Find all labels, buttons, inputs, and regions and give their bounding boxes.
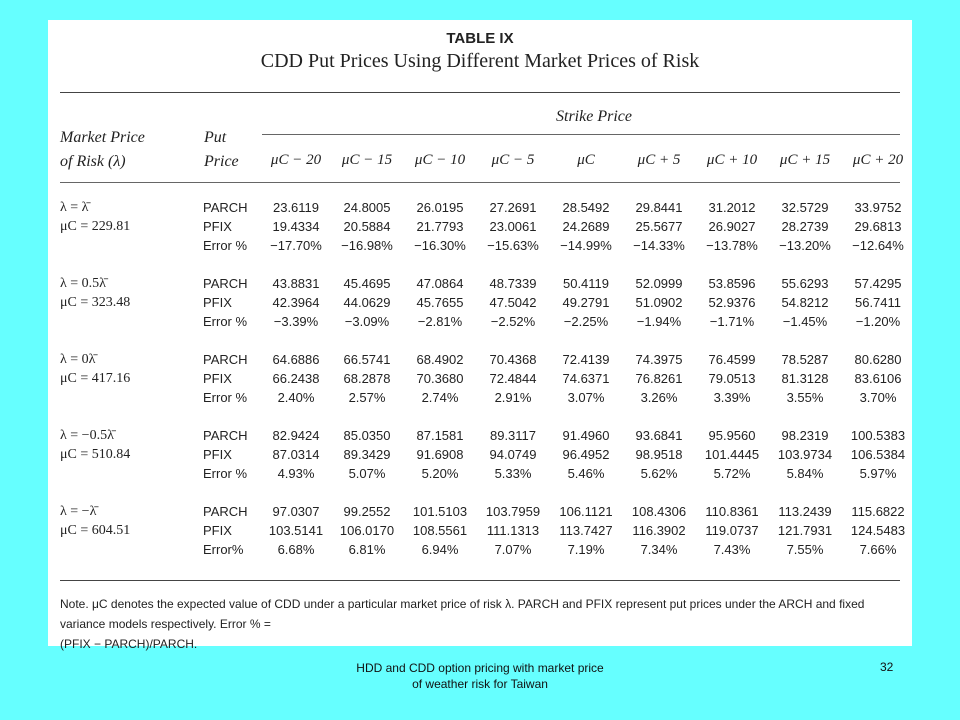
table-cell: 72.4139: [562, 352, 610, 367]
footer-line-1: HDD and CDD option pricing with market price: [356, 661, 604, 675]
row-label: PFIX: [203, 295, 232, 310]
note-line-2: (PFIX − PARCH)/PARCH.: [60, 637, 198, 651]
column-header: μC − 10: [414, 152, 466, 168]
table-cell: 87.1581: [416, 428, 464, 443]
table-cell: 49.2791: [562, 295, 610, 310]
slide-footer: [330, 660, 630, 692]
table-cell: −14.33%: [633, 238, 685, 253]
table-cell: 5.62%: [640, 466, 678, 481]
table-cell: 47.0864: [416, 276, 464, 291]
table-cell: 27.2691: [489, 200, 537, 215]
table-cell: 5.72%: [713, 466, 751, 481]
table-cell: 99.2552: [343, 504, 391, 519]
table-cell: 97.0307: [272, 504, 320, 519]
table-cell: 87.0314: [272, 447, 320, 462]
table-cell: 3.55%: [786, 390, 824, 405]
table-cell: 51.0902: [635, 295, 683, 310]
table-cell: 100.5383: [850, 428, 906, 443]
table-cell: 23.0061: [489, 219, 537, 234]
footer-line-2: of weather risk for Taiwan: [412, 677, 548, 691]
table-cell: 76.8261: [635, 371, 683, 386]
table-cell: 6.94%: [421, 542, 459, 557]
row-label: PARCH: [203, 276, 248, 291]
row-label: PFIX: [203, 371, 232, 386]
table-cell: 89.3117: [489, 428, 537, 443]
table-cell: 5.84%: [786, 466, 824, 481]
row-label: PARCH: [203, 428, 248, 443]
table-note: [60, 594, 900, 654]
mu-label: μC = 229.81: [60, 219, 131, 234]
table-cell: −15.63%: [487, 238, 539, 253]
table-cell: 50.4119: [562, 276, 610, 291]
table-cell: 108.5561: [412, 523, 468, 538]
table-cell: 5.33%: [494, 466, 532, 481]
table-cell: 3.70%: [859, 390, 897, 405]
table-number: TABLE IX: [446, 30, 514, 47]
header-market-price-line1: Market Price: [60, 129, 145, 146]
table-cell: 119.0737: [705, 523, 759, 538]
table-cell: 113.2439: [778, 504, 832, 519]
table-cell: 70.4368: [489, 352, 537, 367]
page-number: 32: [880, 660, 894, 674]
table-cell: 110.8361: [705, 504, 759, 519]
table-cell: 81.3128: [781, 371, 829, 386]
table-cell: 124.5483: [850, 523, 906, 538]
top-rule: [60, 92, 900, 93]
table-cell: 25.5677: [635, 219, 683, 234]
table-cell: 74.6371: [562, 371, 610, 386]
table-caption: CDD Put Prices Using Different Market Prices of Risk: [260, 50, 700, 72]
table-cell: 52.9376: [708, 295, 756, 310]
row-label: PFIX: [203, 447, 232, 462]
column-header: μC − 15: [341, 152, 393, 168]
strike-price-header: Strike Price: [556, 108, 632, 125]
table-cell: 103.9734: [777, 447, 833, 462]
table-cell: 96.4952: [562, 447, 610, 462]
table-cell: 42.3964: [272, 295, 320, 310]
table-cell: 32.5729: [781, 200, 829, 215]
table-cell: 79.0513: [708, 371, 756, 386]
header-put-price: [204, 126, 239, 174]
table-cell: −1.94%: [636, 314, 682, 329]
mu-label: μC = 604.51: [60, 523, 131, 538]
table-cell: 85.0350: [343, 428, 391, 443]
table-cell: 47.5042: [489, 295, 537, 310]
header-rule: [60, 182, 900, 183]
table-cell: 74.3975: [635, 352, 683, 367]
mu-label: μC = 417.16: [60, 371, 131, 386]
table-cell: 26.9027: [708, 219, 756, 234]
table-cell: 44.0629: [343, 295, 391, 310]
table-cell: 106.0170: [339, 523, 395, 538]
lambda-label: λ = −0.5λ̄: [60, 428, 114, 443]
table-cell: 66.2438: [272, 371, 320, 386]
column-header: μC: [577, 152, 595, 168]
table-cell: 52.0999: [635, 276, 683, 291]
table-cell: 93.6841: [635, 428, 683, 443]
column-header: μC − 20: [270, 152, 322, 168]
row-label: PFIX: [203, 219, 232, 234]
table-cell: 72.4844: [489, 371, 537, 386]
header-put-price-line2: Price: [204, 153, 239, 170]
table-cell: 5.97%: [859, 466, 897, 481]
table-cell: 101.4445: [704, 447, 760, 462]
table-cell: 43.8831: [272, 276, 320, 291]
table-cell: 121.7931: [777, 523, 833, 538]
table-cell: −17.70%: [270, 238, 322, 253]
mu-label: μC = 510.84: [60, 447, 131, 462]
lambda-label: λ = 0λ̄: [60, 352, 96, 367]
table-cell: 3.39%: [713, 390, 751, 405]
table-cell: −1.45%: [782, 314, 828, 329]
table-cell: 2.57%: [348, 390, 386, 405]
table-cell: 98.9518: [635, 447, 683, 462]
table-cell: 45.7655: [416, 295, 464, 310]
table-cell: 116.3902: [632, 523, 686, 538]
table-cell: 113.7427: [559, 523, 613, 538]
table-cell: 89.3429: [343, 447, 391, 462]
table-cell: −13.20%: [779, 238, 831, 253]
table-cell: 6.68%: [277, 542, 315, 557]
header-put-price-line1: Put: [204, 129, 227, 146]
table-cell: 6.81%: [348, 542, 386, 557]
table-cell: 28.5492: [562, 200, 610, 215]
table-cell: 29.8441: [635, 200, 683, 215]
table-cell: 4.93%: [277, 466, 315, 481]
table-cell: 94.0749: [489, 447, 537, 462]
table-cell: 3.26%: [640, 390, 678, 405]
table-cell: 106.5384: [850, 447, 906, 462]
table-cell: 56.7411: [854, 295, 902, 310]
table-image: [48, 20, 912, 651]
table-cell: 70.3680: [416, 371, 464, 386]
table-cell: 26.0195: [416, 200, 464, 215]
table-cell: −2.81%: [417, 314, 463, 329]
table-cell: 24.8005: [343, 200, 391, 215]
table-cell: 98.2319: [781, 428, 829, 443]
row-label: Error %: [203, 314, 248, 329]
table-cell: 2.74%: [421, 390, 459, 405]
table-cell: 24.2689: [562, 219, 610, 234]
table-cell: −13.78%: [706, 238, 758, 253]
table-cell: 82.9424: [272, 428, 320, 443]
table-cell: 68.2878: [343, 371, 391, 386]
table-cell: −1.20%: [855, 314, 901, 329]
table-cell: 7.19%: [567, 542, 605, 557]
note-line-1: Note. μC denotes the expected value of CDD under a particular market price of risk λ. PARCH and PFIX represent put prices under the ARCH and fixed variance models respectively. Error % =: [60, 597, 865, 631]
table-cell: 2.40%: [277, 390, 315, 405]
table-cell: −1.71%: [709, 314, 755, 329]
row-label: PFIX: [203, 523, 232, 538]
table-cell: 7.55%: [786, 542, 824, 557]
table-cell: 7.66%: [859, 542, 897, 557]
table-cell: 91.6908: [416, 447, 464, 462]
table-cell: 31.2012: [708, 200, 756, 215]
table-cell: 45.4695: [343, 276, 391, 291]
row-label: Error %: [203, 466, 248, 481]
table-cell: −14.99%: [560, 238, 612, 253]
table-cell: 80.6280: [854, 352, 902, 367]
table-cell: 76.4599: [708, 352, 756, 367]
column-header: μC + 5: [637, 152, 681, 168]
table-cell: 103.7959: [485, 504, 541, 519]
table-cell: 5.20%: [421, 466, 459, 481]
table-cell: 5.46%: [567, 466, 605, 481]
table-cell: −16.30%: [414, 238, 466, 253]
table-cell: 28.2739: [781, 219, 829, 234]
table-cell: 66.5741: [343, 352, 391, 367]
lambda-label: λ = −λ̄: [60, 504, 97, 519]
column-header: μC + 20: [852, 152, 904, 168]
table-cell: 7.07%: [494, 542, 532, 557]
table-cell: 5.07%: [348, 466, 386, 481]
row-label: PARCH: [203, 352, 248, 367]
table-cell: −2.25%: [563, 314, 609, 329]
table-cell: 78.5287: [781, 352, 829, 367]
table-cell: 29.6813: [854, 219, 902, 234]
mu-label: μC = 323.48: [60, 295, 131, 310]
table-cell: −12.64%: [852, 238, 904, 253]
row-label: PARCH: [203, 200, 248, 215]
table-cell: 103.5141: [268, 523, 324, 538]
table-cell: 115.6822: [851, 504, 905, 519]
header-market-price: [60, 126, 145, 174]
table-cell: 95.9560: [708, 428, 756, 443]
column-header: μC + 15: [779, 152, 831, 168]
lambda-label: λ = λ̄: [60, 200, 89, 215]
table-cell: 53.8596: [708, 276, 756, 291]
row-label: Error %: [203, 390, 248, 405]
table-cell: −3.39%: [273, 314, 319, 329]
column-header: μC − 5: [491, 152, 535, 168]
table-cell: 19.4334: [272, 219, 320, 234]
table-cell: 2.91%: [494, 390, 532, 405]
table-cell: 91.4960: [562, 428, 610, 443]
table-cell: 33.9752: [854, 200, 902, 215]
row-label: Error%: [203, 542, 244, 557]
table-cell: −16.98%: [341, 238, 393, 253]
table-cell: 108.4306: [631, 504, 687, 519]
table-cell: 3.07%: [567, 390, 605, 405]
table-cell: 57.4295: [854, 276, 902, 291]
strike-rule: [262, 134, 900, 135]
table-cell: 68.4902: [416, 352, 464, 367]
table-cell: 7.34%: [640, 542, 678, 557]
header-market-price-line2: of Risk (λ): [60, 153, 126, 170]
table-cell: 101.5103: [412, 504, 468, 519]
table-cell: 83.6106: [854, 371, 902, 386]
table-cell: 64.6886: [272, 352, 320, 367]
lambda-label: λ = 0.5λ̄: [60, 276, 106, 291]
bottom-rule: [60, 580, 900, 581]
table-cell: 7.43%: [713, 542, 751, 557]
column-header: μC + 10: [706, 152, 758, 168]
table-cell: 106.1121: [559, 504, 613, 519]
table-cell: 48.7339: [489, 276, 537, 291]
row-label: PARCH: [203, 504, 248, 519]
table-cell: 21.7793: [416, 219, 464, 234]
row-label: Error %: [203, 238, 248, 253]
table-cell: 55.6293: [781, 276, 829, 291]
table-cell: 54.8212: [781, 295, 829, 310]
table-cell: −3.09%: [344, 314, 390, 329]
table-cell: 20.5884: [343, 219, 391, 234]
table-cell: −2.52%: [490, 314, 536, 329]
table-cell: 23.6119: [272, 200, 320, 215]
table-cell: 111.1313: [486, 523, 540, 538]
